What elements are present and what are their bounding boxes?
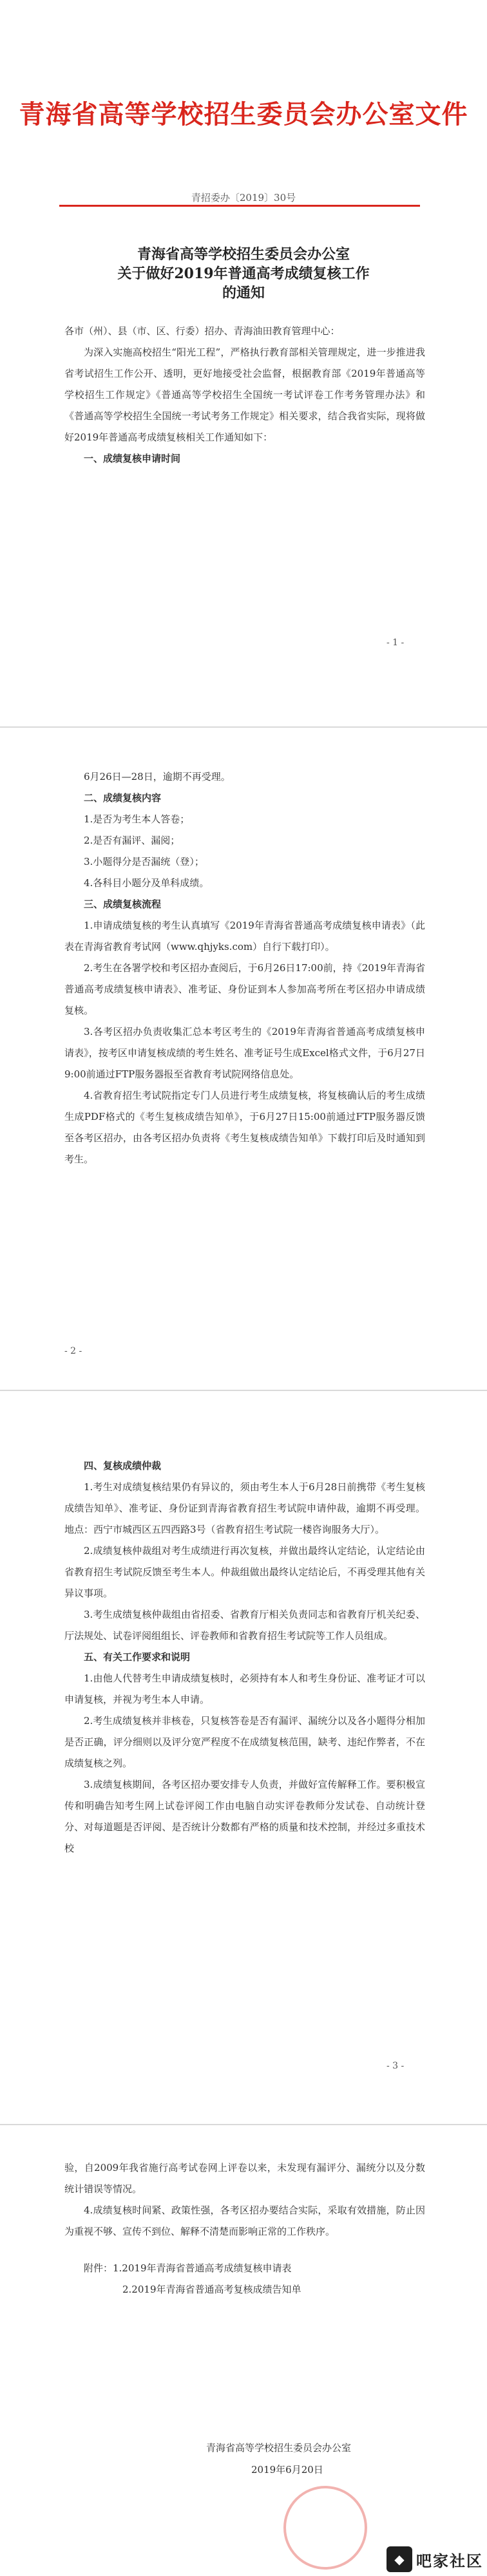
process-paragraph-3: 3.各考区招办负责收集汇总本考区考生的《2019年青海省普通高考成绩复核申请表》，按考区申请复核成绩的考生姓名、准考证号生成Excel格式文件，于6月27日9:00前通过FTP服务器报至省教育考试院网络信息处。: [64, 1026, 425, 1080]
page-number-3: - 3 -: [387, 2061, 405, 2071]
requirement-paragraph-2: 2.考生成绩复核并非核卷，只复核答卷是否有漏评、漏统分以及各小题得分相加是否正确，评分细则以及评分宽严程度不在成绩复核范围，缺考、违纪作弊者，不在成绩复核之列。: [64, 1715, 425, 1769]
arbitration-paragraph-1: 1.考生对成绩复核结果仍有异议的，须由考生本人于6月28日前携带《考生复核成绩告知单》、准考证、身份证到青海省教育招生考试院申请仲裁，逾期不再受理。地点：西宁市城西区五四西路3号（省教育招生考试院一楼咨询服务大厅）。: [64, 1481, 425, 1535]
document-file-title: 青海省高等学校招生委员会办公室文件: [19, 99, 468, 129]
page2-body: [64, 766, 425, 1170]
document-page-3: [0, 1391, 487, 2125]
site-watermark-logo: [387, 2545, 483, 2573]
section-heading-3: 三、成绩复核流程: [84, 898, 162, 910]
section-heading-4: 四、复核成绩仲裁: [84, 1460, 162, 1472]
page-number-1: - 1 -: [387, 638, 405, 648]
requirement-paragraph-1: 1.由他人代替考生申请成绩复核时，必须持有本人和考生身份证、准考证才可以申请复核，并视为考生本人申请。: [64, 1672, 425, 1705]
list-item: 3.小题得分是否漏统（登）；: [84, 856, 204, 867]
intro-paragraph: 为深入实施高校招生“阳光工程”，严格执行教育部相关管理规定，进一步推进我省考试招生工作公开、透明，更好地接受社会监督，根据教育部《2019年普通高等学校招生工作规定》《普通高等学校招生全国统一考试评卷工作考务管理办法》和《普通高等学校招生全国统一考试考务工作规定》相关要求，结合我省实际，现将做好2019年普通高考成绩复核相关工作通知如下：: [64, 346, 425, 443]
continued-paragraph: 验，自2009年我省施行高考试卷网上评卷以来，未发现有漏评分、漏统分以及分数统计错误等情况。: [64, 2162, 425, 2195]
section-heading-5: 五、有关工作要求和说明: [84, 1651, 191, 1663]
section-heading-1: 一、成绩复核申请时间: [84, 453, 181, 464]
section-heading-2: 二、成绩复核内容: [84, 792, 162, 804]
attachment-2: 2.2019年青海省普通高考复核成绩告知单: [122, 2284, 301, 2295]
salutation: 各市（州）、县（市、区、行委）招办、青海油田教育管理中心：: [64, 325, 340, 337]
page1-body: [64, 321, 425, 469]
document-page-1: [0, 0, 487, 728]
list-item: 4.各科目小题分及单科成绩。: [84, 877, 209, 889]
arbitration-paragraph-2: 2.成绩复核仲裁组对考生成绩进行再次复核，并做出最终认定结论，认定结论由省教育招生考试院反馈至考生本人。仲裁组做出最终认定结论后，不再受理其他有关异议事项。: [64, 1545, 425, 1599]
process-paragraph-4: 4.省教育招生考试院指定专门人员进行考生成绩复核，将复核确认后的考生成绩生成PDF格式的《考生复核成绩告知单》，于6月27日15:00前通过FTP服务器反馈至各考区招办，由各考区招办负责将《考生复核成绩告知单》下载打印后及时通知到考生。: [64, 1090, 425, 1165]
signing-date: 2019年6月20日: [251, 2464, 323, 2476]
list-item: 1.是否为考生本人答卷；: [84, 813, 190, 825]
attachment-1: 附件：1.2019年青海省普通高考成绩复核申请表: [84, 2262, 292, 2274]
logo-text: 吧家社区: [416, 2552, 483, 2570]
page4-body: [64, 2157, 425, 2300]
application-date: 6月26日—28日，逾期不再受理。: [84, 771, 231, 782]
document-page-4: [0, 2125, 487, 2576]
list-item: 2.是否有漏评、漏阅；: [84, 835, 180, 846]
notice-title-line3: 的通知: [222, 285, 265, 301]
logo-mark-icon: ◆: [387, 2546, 412, 2572]
page-number-2: - 2 -: [64, 1346, 82, 1356]
requirement-paragraph-4: 4.成绩复核时间紧、政策性强，各考区招办要结合实际，采取有效措施，防止因为重视不够、宣传不到位、解释不清楚而影响正常的工作秩序。: [64, 2204, 425, 2237]
page3-body: [64, 1455, 425, 1859]
header-red-rule: [59, 205, 420, 207]
notice-title-line1: 青海省高等学校招生委员会办公室: [137, 246, 350, 263]
notice-title-line2: 关于做好2019年普通高考成绩复核工作: [117, 265, 370, 282]
requirement-paragraph-3: 3.成绩复核期间，各考区招办要安排专人负责，并做好宣传解释工作。要积极宣传和明确告知考生网上试卷评阅工作由电脑自动实评卷教师分发试卷、自动统计登分、对每道题是否评阅、是否统计分数都有严格的质量和技术控制，并经过多重技术校: [64, 1779, 425, 1854]
document-page-2: [0, 728, 487, 1391]
signing-organization: 青海省高等学校招生委员会办公室: [206, 2442, 352, 2454]
document-number: 青招委办〔2019〕30号: [191, 192, 296, 204]
official-seal-stamp: [283, 2486, 367, 2570]
process-paragraph-2: 2.考生在各署学校和考区招办查阅后，于6月26日17:00前，持《2019年青海省普通高考成绩复核申请表》、准考证、身份证到本人参加高考所在考区招办申请成绩复核。: [64, 962, 425, 1016]
arbitration-paragraph-3: 3.考生成绩复核仲裁组由省招委、省教育厅相关负责同志和省教育厅机关纪委、厅法规处、试卷评阅组组长、评卷教师和省教育招生考试院等工作人员组成。: [64, 1609, 425, 1642]
process-paragraph-1: 1.申请成绩复核的考生认真填写《2019年青海省普通高考成绩复核申请表》（此表在青海省教育考试网（www.qhjyks.com）自行下载打印）。: [64, 920, 425, 952]
